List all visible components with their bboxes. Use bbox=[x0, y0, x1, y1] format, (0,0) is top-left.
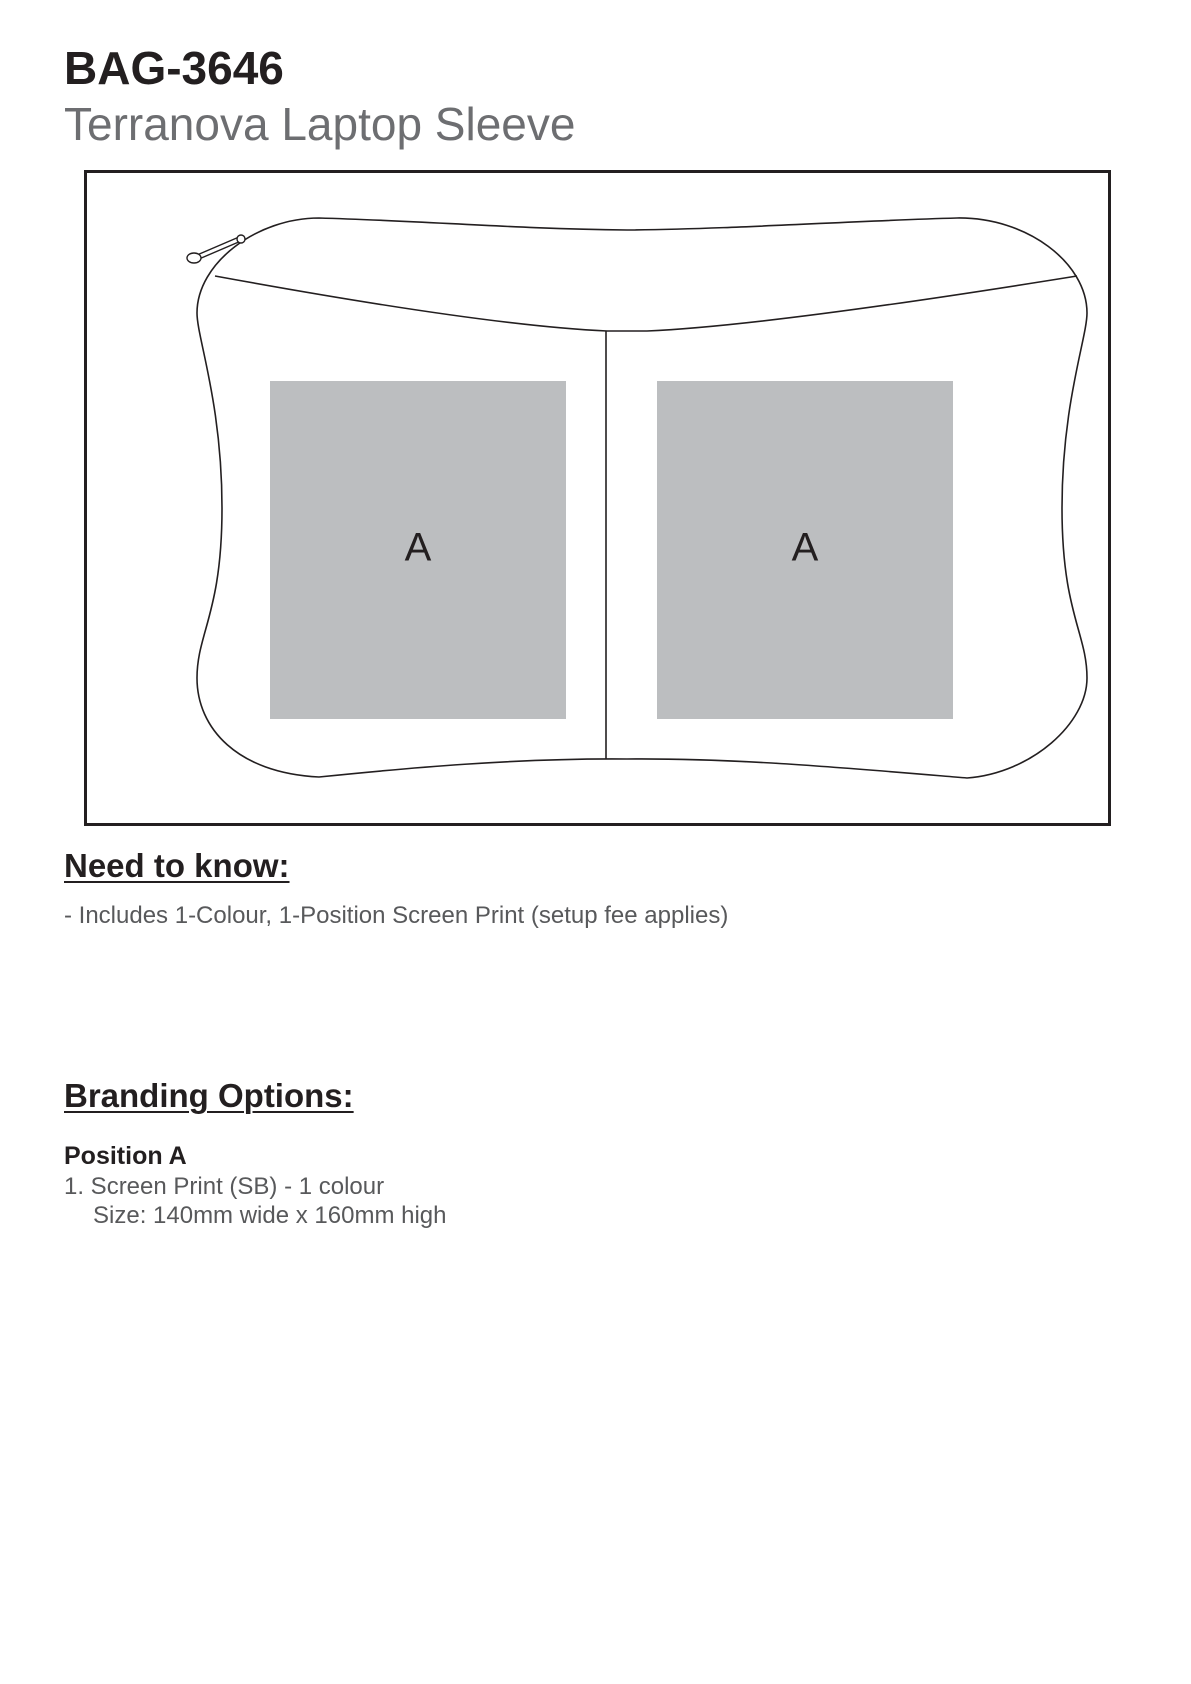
print-area-right-label: A bbox=[791, 525, 819, 570]
branding-method: 1. Screen Print (SB) - 1 colour bbox=[64, 1173, 385, 1200]
laptop-sleeve-drawing bbox=[87, 173, 1108, 823]
position-title: Position A bbox=[64, 1142, 187, 1170]
need-to-know-list bbox=[64, 900, 728, 932]
branding-size: Size: 140mm wide x 160mm high bbox=[93, 1202, 447, 1229]
print-area-left-label: A bbox=[404, 525, 432, 570]
branding-position-a bbox=[64, 1140, 446, 1230]
product-drawing-frame bbox=[84, 170, 1111, 826]
product-code: BAG-3646 bbox=[64, 42, 284, 94]
branding-options-heading: Branding Options: bbox=[64, 1077, 354, 1114]
need-to-know-heading: Need to know: bbox=[64, 847, 290, 884]
product-name: Terranova Laptop Sleeve bbox=[64, 98, 576, 150]
need-to-know-item: - Includes 1-Colour, 1-Position Screen Print (setup fee applies) bbox=[64, 902, 729, 929]
